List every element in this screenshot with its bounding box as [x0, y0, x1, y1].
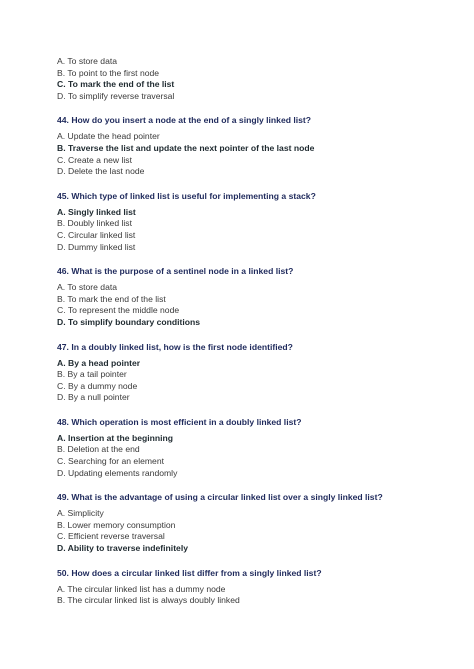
question-block [57, 341, 457, 404]
question-text: 45. Which type of linked list is useful for implementing a stack? [57, 190, 316, 201]
question-block [57, 491, 457, 554]
option-a: A. To store data [57, 282, 118, 293]
option-b: B. Lower memory consumption [57, 519, 176, 530]
option-c: C. Circular linked list [57, 229, 136, 240]
question-block [57, 114, 457, 177]
option-d-correct: D. Ability to traverse indefinitely [57, 543, 189, 554]
option-a: A. Simplicity [57, 508, 104, 519]
option-c: C. Create a new list [57, 154, 132, 165]
option-a: A. The circular linked list has a dummy node [57, 583, 226, 594]
option-a: A. Update the head pointer [57, 131, 160, 142]
option-c: C. Searching for an element [57, 456, 165, 467]
option-d-correct: D. To simplify boundary conditions [57, 316, 201, 327]
option-d: D. By a null pointer [57, 392, 130, 403]
option-d: D. Delete the last node [57, 166, 145, 177]
option-b: B. To point to the first node [57, 67, 160, 78]
option-b-correct: B. Traverse the list and update the next pointer of the last node [57, 142, 315, 153]
option-a-correct: A. Singly linked list [57, 206, 136, 217]
option-c: C. To represent the middle node [57, 305, 180, 316]
option-b: B. Doubly linked list [57, 218, 132, 229]
question-text: 49. What is the advantage of using a circular linked list over a singly linked list? [57, 492, 383, 503]
question-text: 46. What is the purpose of a sentinel node in a linked list? [57, 266, 294, 277]
option-a-correct: A. By a head pointer [57, 357, 141, 368]
question-text: 50. How does a circular linked list differ from a singly linked list? [57, 567, 322, 578]
option-c-correct: C. To mark the end of the list [57, 79, 175, 90]
question-block [57, 567, 457, 607]
question-text: 44. How do you insert a node at the end of a singly linked list? [57, 115, 312, 126]
question-list [57, 56, 457, 619]
option-b: B. By a tail pointer [57, 369, 127, 380]
option-d: D. Updating elements randomly [57, 467, 178, 478]
option-d: D. To simplify reverse traversal [57, 90, 175, 101]
question-text: 47. In a doubly linked list, how is the first node identified? [57, 341, 293, 352]
option-c: C. By a dummy node [57, 380, 138, 391]
question-block [57, 56, 457, 102]
option-b: B. To mark the end of the list [57, 293, 166, 304]
option-a: A. To store data [57, 56, 118, 66]
question-block [57, 265, 457, 328]
option-d: D. Dummy linked list [57, 241, 136, 252]
option-c: C. Efficient reverse traversal [57, 531, 165, 542]
question-block [57, 190, 457, 253]
option-b: B. Deletion at the end [57, 444, 140, 455]
option-a-correct: A. Insertion at the beginning [57, 432, 174, 443]
question-block [57, 416, 457, 479]
option-b: B. The circular linked list is always doubly linked [57, 595, 240, 606]
question-text: 48. Which operation is most efficient in a doubly linked list? [57, 416, 302, 427]
